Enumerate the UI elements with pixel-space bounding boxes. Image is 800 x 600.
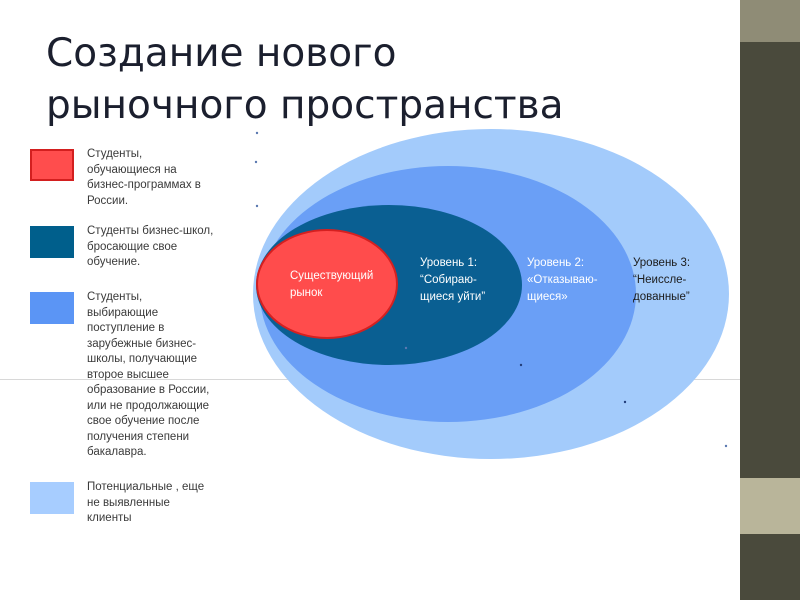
legend-line: бакалавра. bbox=[87, 446, 147, 458]
label-line: рынок bbox=[290, 287, 323, 299]
legend-line: бизнес-программах в bbox=[87, 179, 201, 191]
slide-side-strip bbox=[740, 0, 800, 600]
legend-line: образование в России, bbox=[87, 384, 210, 396]
decor-dot bbox=[725, 445, 727, 447]
legend-line: или не продолжающие bbox=[87, 399, 210, 412]
legend-line: свое обучение после bbox=[87, 415, 200, 427]
label-line: “Неиссле- bbox=[633, 274, 687, 286]
label-line: «Отказываю- bbox=[527, 274, 598, 286]
decor-dot bbox=[624, 401, 626, 403]
legend-line: Студенты, bbox=[87, 148, 143, 160]
decor-dot bbox=[256, 205, 258, 207]
label-line: щиеся уйти” bbox=[420, 291, 486, 303]
legend-line: клиенты bbox=[87, 512, 132, 524]
label-line: Уровень 3: bbox=[633, 257, 691, 269]
label-line: Уровень 1: bbox=[420, 257, 478, 269]
legend-line: Студенты, bbox=[87, 291, 143, 303]
legend-line: поступление в bbox=[87, 322, 165, 334]
label-line: щиеся» bbox=[527, 291, 568, 303]
legend-line: не выявленные bbox=[87, 496, 170, 509]
legend-line: Потенциальные , еще bbox=[87, 481, 205, 493]
side-strip-band bbox=[740, 478, 800, 534]
decor-dot bbox=[405, 347, 407, 349]
legend-line: бросающие свое bbox=[87, 240, 178, 253]
decor-dot bbox=[256, 132, 258, 134]
label-line: дованные” bbox=[633, 291, 690, 303]
decor-dot bbox=[520, 364, 522, 366]
core-ellipse-existing-market bbox=[257, 230, 397, 338]
level-3-label bbox=[633, 257, 693, 303]
level-1-label bbox=[420, 257, 485, 303]
legend-line: второе высшее bbox=[87, 368, 169, 381]
legend-line: обучающиеся на bbox=[87, 163, 177, 176]
title-line-2: рыночного пространства bbox=[46, 83, 564, 128]
legend-line: России. bbox=[87, 194, 129, 207]
legend-line: Студенты бизнес-школ, bbox=[87, 225, 214, 237]
label-line: Уровень 2: bbox=[527, 257, 585, 269]
legend-line: получения степени bbox=[87, 430, 190, 443]
legend-line: зарубежные бизнес- bbox=[87, 337, 197, 350]
legend-line: обучение. bbox=[87, 256, 141, 268]
decor-dot bbox=[255, 161, 257, 163]
legend-line: школы, получающие bbox=[87, 353, 198, 365]
label-line: “Собираю- bbox=[420, 274, 477, 286]
title-line-1: Создание нового bbox=[46, 31, 397, 76]
legend-line: выбирающие bbox=[87, 306, 159, 319]
side-strip-band bbox=[740, 0, 800, 42]
label-line: Существующий bbox=[290, 270, 374, 282]
